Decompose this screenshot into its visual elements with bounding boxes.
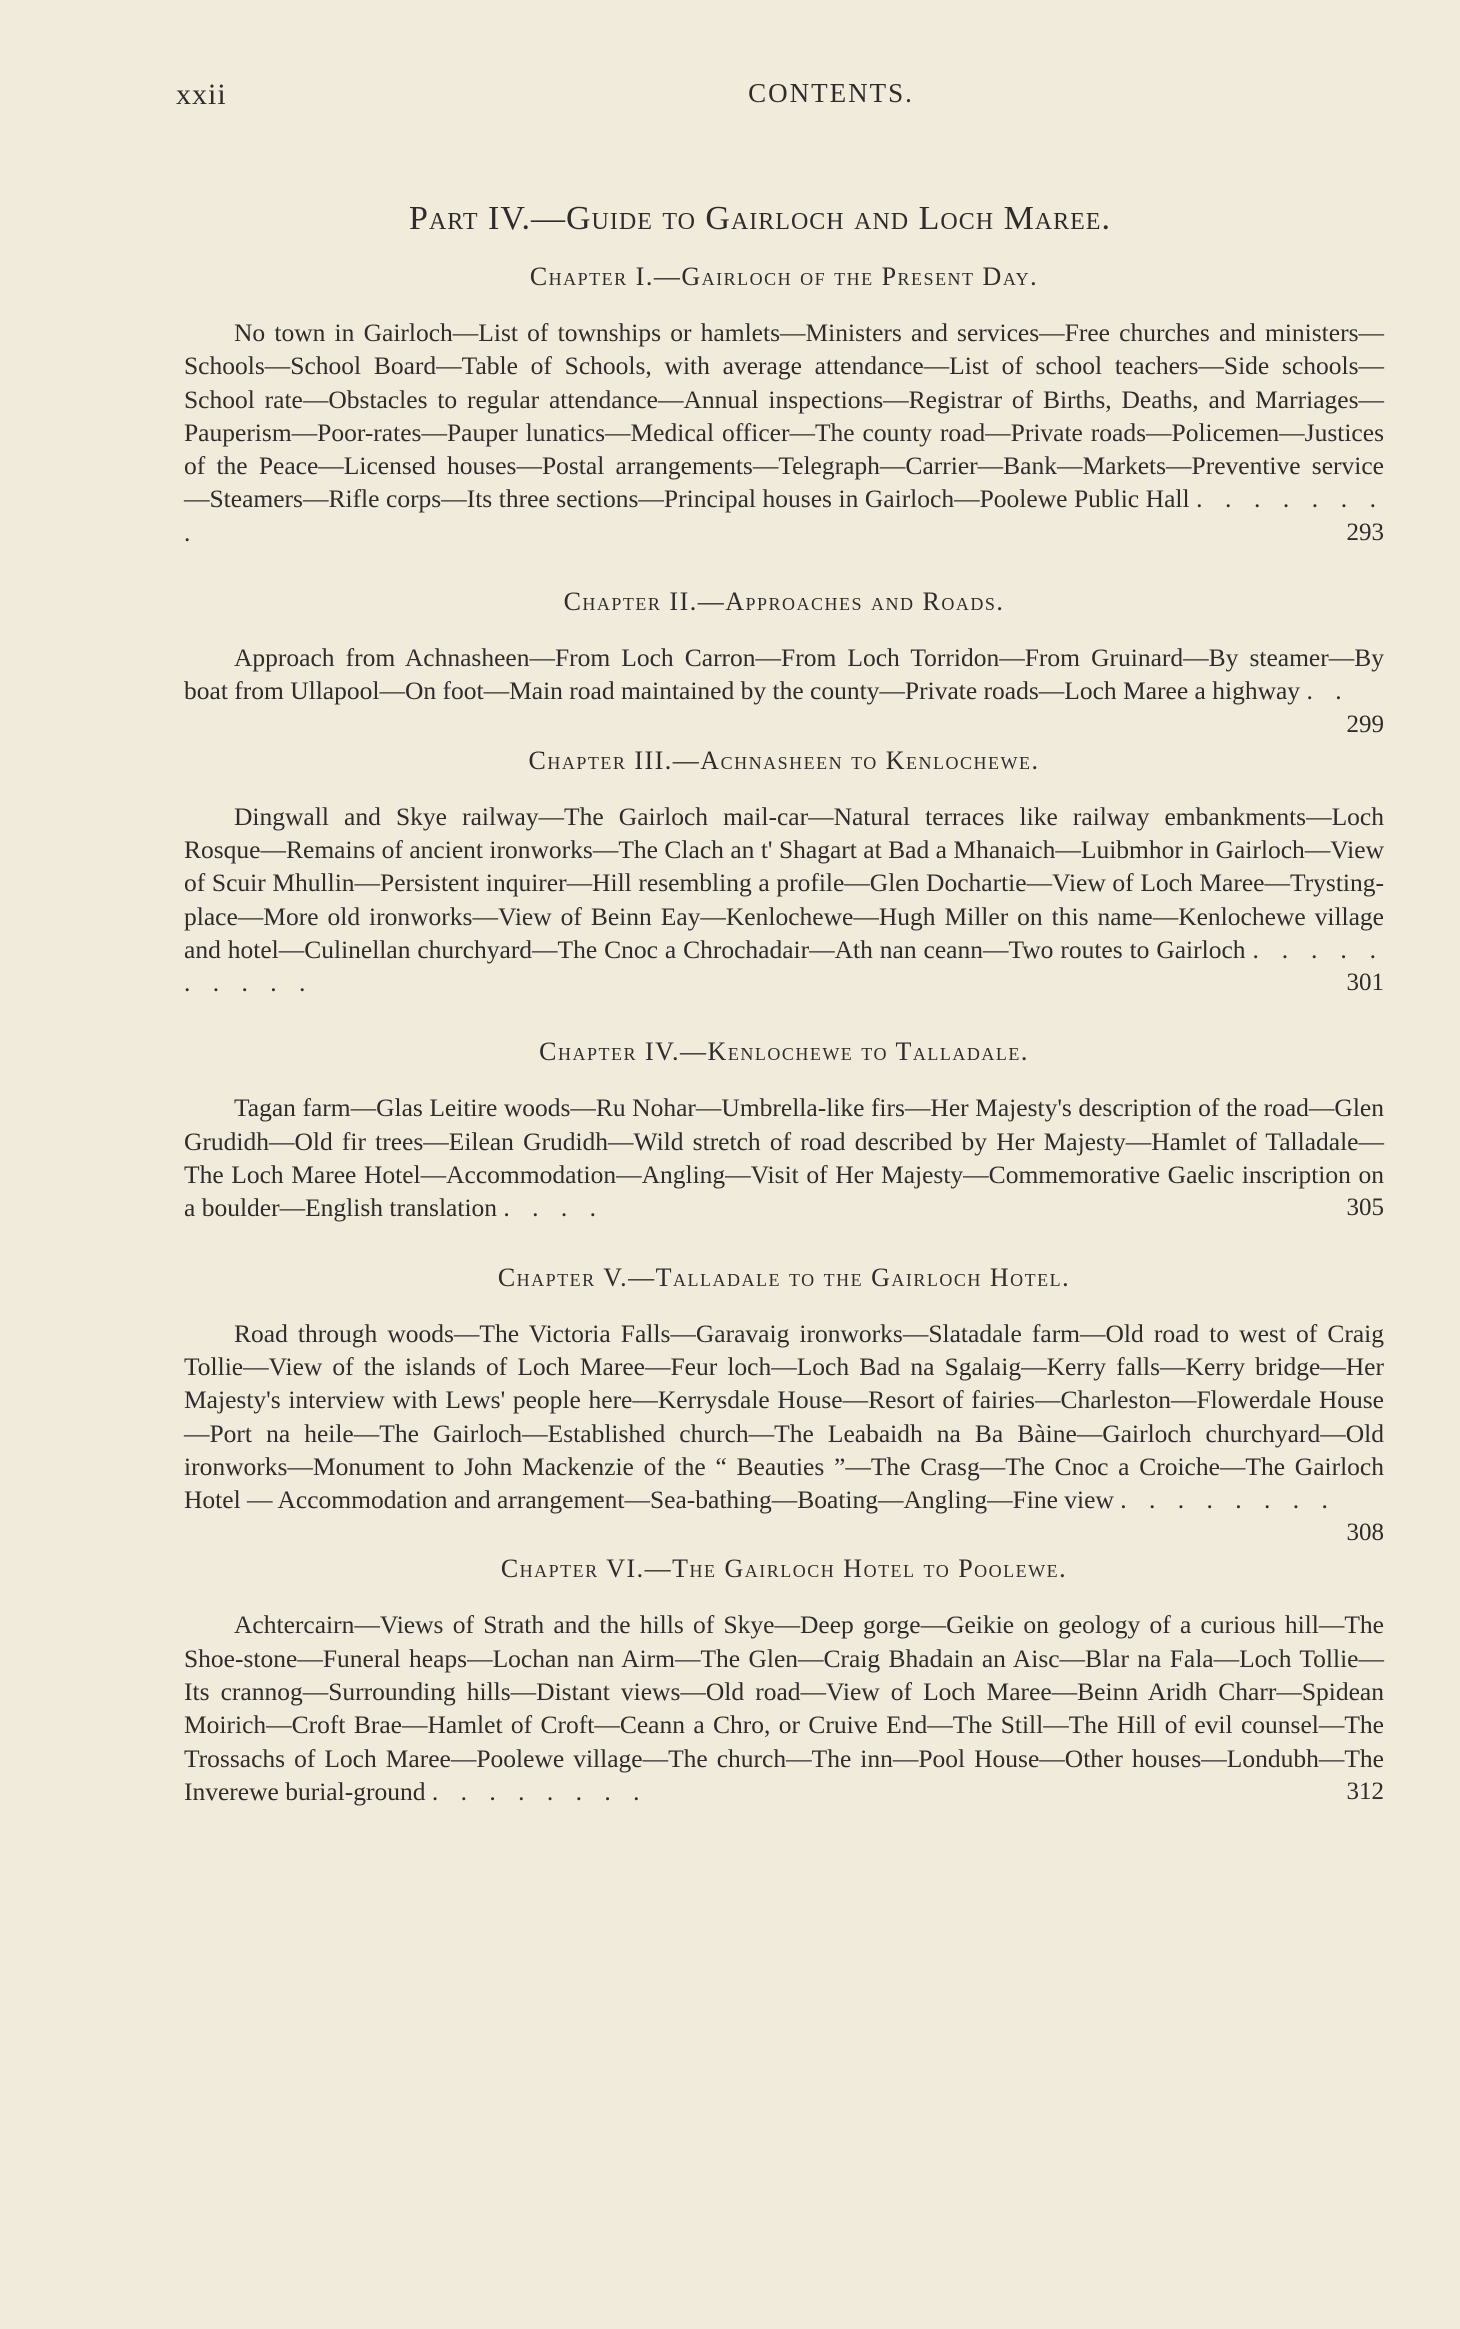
chapter-summary <box>184 800 1384 1000</box>
page-number: 293 <box>1346 518 1384 546</box>
page-number: 301 <box>1346 969 1384 997</box>
dot-leader: . . . . . . . . <box>1120 1485 1336 1515</box>
chapter-summary <box>184 316 1384 549</box>
page-number: 305 <box>1346 1194 1384 1222</box>
dot-leader: . . . . . . . . <box>431 1776 648 1806</box>
chapter-heading: Chapter IV.—Kenlochewe to Talladale. <box>539 1037 1029 1067</box>
chapter-summary <box>184 1091 1384 1224</box>
chapter-heading: Chapter V.—Talladale to the Gairloch Hotel. <box>497 1262 1071 1292</box>
chapter-entry <box>184 746 1384 1000</box>
chapter-text: Road through woods—The Victoria Falls—Garavaig ironworks—Slatadale farm—Old road to west of Craig Tollie—View of the islands of Loch Maree—Feur loch—Loch Bad na Sgalaig—Kerry falls—Kerry bridge—Her Majesty's interview with Lews' people here—Kerrysdale House—Resort of fairies—Charleston—Flowerdale House—Port na heile—The Gairloch—Established church—The Leabaidh na Ba Bàine—Gairloch churchyard—Old ironworks—Monument to John Mackenzie of the “ Beauties ”—The Crasg—The Cnoc a Croiche—The Gairloch Hotel — Accommodation and arrangement—Sea-bathing—Boating—Angling—Fine view <box>184 1318 1384 1515</box>
dot-leader: . . . . . . . . <box>184 484 1385 547</box>
chapter-summary <box>184 1608 1384 1808</box>
chapter-heading: Chapter VI.—The Gairloch Hotel to Poolewe. <box>500 1554 1068 1584</box>
chapter-heading: Chapter I.—Gairloch of the Present Day. <box>529 262 1039 291</box>
chapter-list <box>184 262 1384 1808</box>
chapter-text: Tagan farm—Glas Leitire woods—Ru Nohar—Umbrella-like firs—Her Majesty's description of the road—Glen Grudidh—Old fir trees—Eilean Grudidh—Wild stretch of road described by Her Majesty—Hamlet of Talladale—The Loch Maree Hotel—Accommodation—Angling—Visit of Her Majesty—Commemorative Gaelic inscription on a boulder—English translation <box>184 1093 1384 1223</box>
chapter-text: No town in Gairloch—List of townships or hamlets—Ministers and services—Free churches and ministers—Schools—School Board—Table of Schools, with average attendance—List of school teachers—Side schools—School rate—Obstacles to regular attendance—Annual inspections—Registrar of Births, Deaths, and Marriages—Pauperism—Poor-rates—Pauper lunatics—Medical officer—The county road—Private roads—Policemen—Justices of the Peace—Licensed houses—Postal arrangements—Telegraph—Carrier—Bank—Markets—Preventive service—Steamers—Rifle corps—Its three sections—Principal houses in Gairloch—Poolewe Public Hall <box>184 318 1384 514</box>
chapter-entry <box>184 262 1384 549</box>
chapter-heading: Chapter III.—Achnasheen to Kenlochewe. <box>528 745 1040 775</box>
chapter-text: Approach from Achnasheen—From Loch Carron—From Loch Torridon—From Gruinard—By steamer—By boat from Ullapool—On foot—Main road maintained by the county—Private roads—Loch Maree a highway <box>184 643 1384 706</box>
page-number: 312 <box>1346 1777 1384 1805</box>
dot-leader: . . <box>1306 676 1350 706</box>
chapter-summary <box>184 641 1384 738</box>
dot-leader: . . . . . . . . . . <box>184 934 1385 998</box>
running-head <box>176 78 1366 118</box>
chapter-summary <box>184 1317 1384 1547</box>
chapter-heading: Chapter II.—Approaches and Roads. <box>563 587 1005 617</box>
dot-leader: . . . . <box>503 1193 605 1223</box>
chapter-entry <box>184 1554 1384 1808</box>
page-number: 299 <box>1346 710 1384 738</box>
chapter-entry <box>184 587 1384 738</box>
chapter-entry <box>184 1262 1384 1547</box>
chapter-text: Achtercairn—Views of Strath and the hills of Skye—Deep gorge—Geikie on geology of a curious hill—The Shoe-stone—Funeral heaps—Lochan nan Airm—The Glen—Craig Bhadain an Aisc—Blar na Fala—Loch Tollie—Its crannog—Surrounding hills—Distant views—Old road—View of Loch Maree—Beinn Aridh Charr—Spidean Moirich—Croft Brae—Hamlet of Croft—Ceann a Chro, or Cruive End—The Still—The Hill of evil counsel—The Trossachs of Loch Maree—Poolewe village—The church—The inn—Pool House—Other houses—Londubh—The Inverewe burial-ground <box>184 1610 1384 1806</box>
running-title: CONTENTS. <box>748 78 914 108</box>
page-number: 308 <box>1346 1519 1384 1547</box>
chapter-text: Dingwall and Skye railway—The Gairloch mail-car—Natural terraces like railway embankments—Loch Rosque—Remains of ancient ironworks—The Clach an t' Shagart at Bad a Mhanaich—Luibmhor in Gairloch—View of Scuir Mhullin—Persistent inquirer—Hill resembling a profile—Glen Dochartie—View of Loch Maree—Trysting-place—More old ironworks—View of Beinn Eay—Kenlochewe—Hugh Miller on this name—Kenlochewe village and hotel—Culinellan churchyard—The Cnoc a Chrochadair—Ath nan ceann—Two routes to Gairloch <box>184 801 1384 964</box>
chapter-entry <box>184 1037 1384 1224</box>
page-folio: xxii <box>176 78 227 111</box>
part-title: Part IV.—Guide to Gairloch and Loch Maree. <box>409 200 1111 237</box>
